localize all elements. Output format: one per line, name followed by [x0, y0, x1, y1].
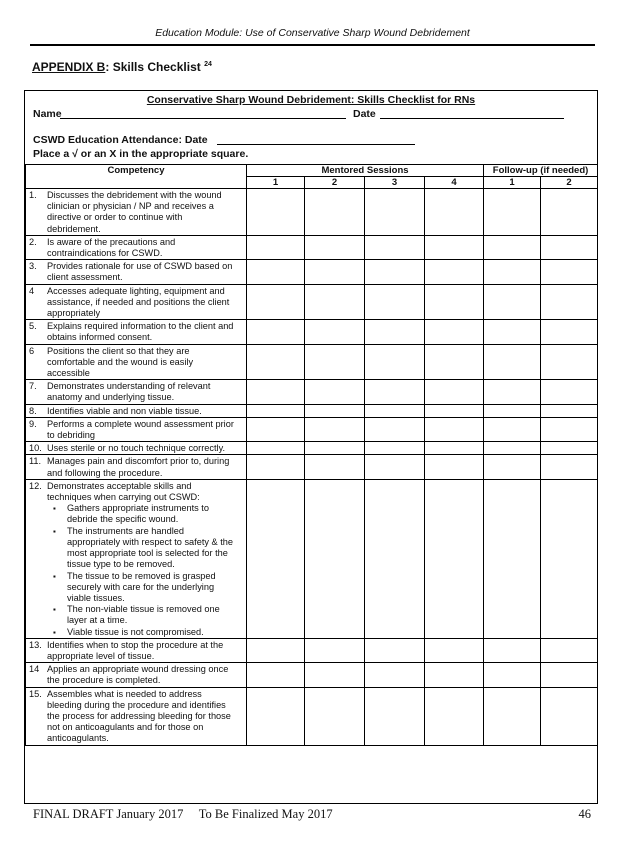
competency-text	[47, 481, 244, 638]
checklist-row	[26, 284, 598, 320]
mentored-session-checkbox[interactable]	[365, 380, 425, 404]
competency-header: Competency	[26, 165, 247, 189]
mentored-session-checkbox[interactable]	[425, 479, 484, 638]
competency-line: comfortable and the wound is easily	[47, 356, 194, 367]
checklist-row	[26, 638, 598, 662]
followup-checkbox[interactable]	[541, 442, 598, 455]
checklist-row	[26, 320, 598, 344]
sub-skill-list	[47, 503, 244, 637]
mentored-session-checkbox[interactable]	[305, 320, 365, 344]
sub-skill-line: most appropriate tool is selected for the	[67, 548, 228, 559]
competency-line: assistance, if needed and positions the client	[47, 296, 230, 307]
mentored-session-checkbox[interactable]	[425, 455, 484, 479]
checklist-row	[26, 442, 598, 455]
competency-cell	[26, 455, 247, 479]
competency-item	[29, 456, 244, 478]
followup-checkbox[interactable]	[484, 442, 541, 455]
competency-number: 9.	[29, 418, 37, 429]
mentored-session-checkbox[interactable]	[425, 663, 484, 687]
mentored-session-checkbox[interactable]	[305, 344, 365, 380]
name-date-row	[25, 107, 597, 121]
competency-item	[29, 481, 244, 638]
mentored-session-checkbox[interactable]	[305, 442, 365, 455]
mentored-col-3: 3	[365, 177, 425, 189]
competency-line: appropriate level of tissue.	[47, 650, 155, 661]
mentored-col-2: 2	[305, 177, 365, 189]
competency-cell	[26, 687, 247, 745]
competency-line: appropriately	[47, 308, 101, 319]
mentored-session-checkbox[interactable]	[425, 260, 484, 284]
name-label: Name	[33, 108, 62, 120]
competency-line: Is aware of the precautions and	[47, 236, 176, 247]
mentored-session-checkbox[interactable]	[365, 235, 425, 259]
competency-cell	[26, 380, 247, 404]
mentored-session-checkbox[interactable]	[305, 260, 365, 284]
sub-skill-line: debride the specific wound.	[67, 514, 179, 525]
sub-skill-line: Gathers appropriate instruments to	[67, 503, 209, 514]
competency-cell	[26, 417, 247, 441]
header-row-1	[26, 165, 598, 177]
competency-text	[47, 190, 244, 235]
followup-checkbox[interactable]	[484, 417, 541, 441]
mentored-session-checkbox[interactable]	[247, 320, 305, 344]
mentored-session-checkbox[interactable]	[365, 284, 425, 320]
mentored-session-checkbox[interactable]	[247, 235, 305, 259]
competency-cell	[26, 479, 247, 638]
bullet-icon: ▪	[53, 571, 56, 581]
competency-line: Discusses the debridement with the wound	[47, 190, 222, 200]
name-field-line[interactable]	[60, 107, 346, 119]
competency-line: Provides rationale for use of CSWD based on	[47, 261, 233, 272]
competency-line: anatomy and underlying tissue.	[47, 392, 175, 403]
competency-line: Assembles what is needed to address	[47, 688, 202, 699]
competency-line: debridement.	[47, 223, 101, 234]
sub-skill-text	[67, 571, 216, 605]
sub-skill-item	[53, 571, 244, 605]
competency-item	[29, 237, 244, 259]
competency-line: obtains informed consent.	[47, 332, 153, 343]
competency-number: 12.	[29, 480, 42, 491]
followup-checkbox[interactable]	[484, 189, 541, 236]
sub-skill-item	[53, 503, 244, 525]
competency-line: not on anticoagulants and for those on	[47, 722, 204, 733]
mentored-session-checkbox[interactable]	[247, 260, 305, 284]
competency-line: bleeding during the procedure and identifies	[47, 699, 226, 710]
followup-checkbox[interactable]	[541, 189, 598, 236]
followup-checkbox[interactable]	[541, 479, 598, 638]
mentored-session-checkbox[interactable]	[247, 638, 305, 662]
competency-item	[29, 321, 244, 343]
mentored-session-checkbox[interactable]	[425, 344, 484, 380]
mentored-session-checkbox[interactable]	[305, 417, 365, 441]
appendix-label: APPENDIX B	[32, 60, 106, 74]
competency-number: 11.	[29, 456, 42, 467]
checklist-title: Conservative Sharp Wound Debridement: Skills Checklist for RNs	[146, 94, 476, 106]
mentored-session-checkbox[interactable]	[425, 235, 484, 259]
competency-text	[47, 321, 244, 343]
competency-item	[29, 689, 244, 745]
competency-line: Positions the client so that they are	[47, 345, 190, 356]
checklist-row	[26, 455, 598, 479]
competency-line: Identifies when to stop the procedure at the	[47, 639, 224, 650]
competency-item	[29, 261, 244, 283]
competency-number: 2.	[29, 236, 37, 247]
sub-skill-line: appropriately with respect to safety & the	[67, 536, 233, 547]
footer-draft-note: FINAL DRAFT January 2017 To Be Finalized May 2017	[33, 807, 333, 821]
page-header	[30, 22, 595, 46]
competency-item	[29, 190, 244, 235]
mentored-session-checkbox[interactable]	[365, 260, 425, 284]
competency-text	[47, 456, 244, 478]
mentored-session-checkbox[interactable]	[365, 404, 425, 417]
followup-checkbox[interactable]	[541, 417, 598, 441]
mentored-session-checkbox[interactable]	[305, 687, 365, 745]
sub-skill-line: Viable tissue is not compromised.	[67, 626, 204, 637]
competency-line: Explains required information to the client and	[47, 321, 234, 332]
competency-number: 3.	[29, 261, 37, 272]
followup-checkbox[interactable]	[484, 479, 541, 638]
mentored-session-checkbox[interactable]	[305, 663, 365, 687]
competency-cell	[26, 404, 247, 417]
mentored-session-checkbox[interactable]	[365, 320, 425, 344]
mentored-session-checkbox[interactable]	[425, 320, 484, 344]
followup-checkbox[interactable]	[541, 260, 598, 284]
sub-skill-item	[53, 627, 244, 638]
mentored-session-checkbox[interactable]	[365, 663, 425, 687]
competency-line: accessible	[47, 368, 90, 379]
checklist-row	[26, 380, 598, 404]
followup-checkbox[interactable]	[541, 284, 598, 320]
bullet-icon: ▪	[53, 605, 56, 615]
followup-checkbox[interactable]	[484, 235, 541, 259]
competency-line: contraindications for CSWD.	[47, 248, 163, 259]
competency-cell	[26, 320, 247, 344]
checklist-row	[26, 687, 598, 745]
sub-skill-line: securely with care for the underlying	[67, 581, 215, 592]
mentored-session-checkbox[interactable]	[425, 417, 484, 441]
checklist-row	[26, 235, 598, 259]
competency-line: Manages pain and discomfort prior to, during	[47, 456, 230, 467]
mentored-session-checkbox[interactable]	[425, 687, 484, 745]
mentored-session-checkbox[interactable]	[425, 189, 484, 236]
followup-checkbox[interactable]	[541, 404, 598, 417]
mentored-session-checkbox[interactable]	[247, 380, 305, 404]
mentored-session-checkbox[interactable]	[305, 189, 365, 236]
attendance-date-line[interactable]	[217, 133, 415, 145]
followup-checkbox[interactable]	[484, 687, 541, 745]
mentored-session-checkbox[interactable]	[247, 663, 305, 687]
followup-checkbox[interactable]	[484, 380, 541, 404]
checklist-frame	[24, 90, 598, 804]
mentored-session-checkbox[interactable]	[425, 442, 484, 455]
competency-line: clinician or physician / NP and receives a	[47, 201, 214, 212]
competency-cell	[26, 189, 247, 236]
competency-number: 7.	[29, 381, 37, 392]
mentored-session-checkbox[interactable]	[247, 284, 305, 320]
followup-checkbox[interactable]	[484, 455, 541, 479]
sub-skill-text	[67, 604, 220, 626]
followup-checkbox[interactable]	[541, 344, 598, 380]
mentored-session-checkbox[interactable]	[425, 284, 484, 320]
mentored-session-checkbox[interactable]	[365, 417, 425, 441]
mentored-session-checkbox[interactable]	[425, 638, 484, 662]
mentored-session-checkbox[interactable]	[365, 687, 425, 745]
competency-item	[29, 664, 244, 686]
competency-number: 14	[29, 664, 40, 675]
checklist-row	[26, 344, 598, 380]
mentored-session-checkbox[interactable]	[305, 380, 365, 404]
mentored-session-checkbox[interactable]	[247, 344, 305, 380]
sub-skill-line: The instruments are handled	[67, 525, 184, 536]
competency-line: and following the procedure.	[47, 467, 163, 478]
followup-header: Follow-up (if needed)	[484, 165, 598, 177]
sub-skill-text	[67, 503, 209, 525]
mentored-session-checkbox[interactable]	[247, 442, 305, 455]
mentored-session-checkbox[interactable]	[247, 404, 305, 417]
competency-number: 4	[29, 285, 35, 296]
competency-text	[47, 664, 244, 686]
competency-text	[47, 237, 244, 259]
followup-checkbox[interactable]	[541, 663, 598, 687]
competency-cell	[26, 260, 247, 284]
competency-cell	[26, 235, 247, 259]
followup-checkbox[interactable]	[541, 320, 598, 344]
followup-col-1: 1	[484, 177, 541, 189]
competency-line: to debriding	[47, 430, 96, 441]
competency-number: 13.	[29, 639, 42, 650]
competency-text	[47, 381, 244, 403]
mentored-col-1: 1	[247, 177, 305, 189]
competency-text	[47, 640, 244, 662]
followup-checkbox[interactable]	[484, 344, 541, 380]
followup-checkbox[interactable]	[541, 455, 598, 479]
competency-item	[29, 640, 244, 662]
sub-skill-text	[67, 627, 204, 638]
checklist-row	[26, 663, 598, 687]
page-header-title: Education Module: Use of Conservative Sharp Wound Debridement	[155, 27, 470, 39]
mentored-session-checkbox[interactable]	[365, 344, 425, 380]
mentored-session-checkbox[interactable]	[425, 380, 484, 404]
competency-item	[29, 419, 244, 441]
competency-number: 8.	[29, 405, 37, 416]
competency-line: the process for addressing bleeding for those	[47, 710, 231, 721]
mentored-session-checkbox[interactable]	[247, 189, 305, 236]
followup-checkbox[interactable]	[484, 638, 541, 662]
checklist-row	[26, 260, 598, 284]
followup-checkbox[interactable]	[484, 663, 541, 687]
checklist-row	[26, 189, 598, 236]
followup-checkbox[interactable]	[484, 320, 541, 344]
competency-line: Demonstrates understanding of relevant	[47, 381, 211, 392]
competency-line: Identifies viable and non viable tissue.	[47, 405, 202, 416]
competency-number: 6	[29, 345, 35, 356]
mentored-session-checkbox[interactable]	[247, 455, 305, 479]
followup-checkbox[interactable]	[484, 260, 541, 284]
competency-cell	[26, 638, 247, 662]
mentored-session-checkbox[interactable]	[365, 189, 425, 236]
mentored-col-4: 4	[425, 177, 484, 189]
appendix-title: : Skills Checklist	[105, 60, 201, 74]
mentored-session-checkbox[interactable]	[305, 455, 365, 479]
mentored-session-checkbox[interactable]	[365, 638, 425, 662]
mentored-session-checkbox[interactable]	[305, 479, 365, 638]
mentored-session-checkbox[interactable]	[305, 284, 365, 320]
followup-checkbox[interactable]	[541, 687, 598, 745]
instruction-text: Place a √ or an X in the appropriate square.	[33, 148, 249, 160]
competency-item	[29, 406, 244, 417]
checklist-row	[26, 404, 598, 417]
competency-number: 5.	[29, 321, 37, 332]
competency-item	[29, 286, 244, 320]
competency-cell	[26, 663, 247, 687]
attendance-row	[25, 133, 597, 147]
competency-line: Demonstrates acceptable skills and	[47, 480, 192, 491]
appendix-footnote-ref: 24	[204, 61, 212, 68]
competency-item	[29, 346, 244, 380]
followup-checkbox[interactable]	[484, 404, 541, 417]
mentored-session-checkbox[interactable]	[365, 479, 425, 638]
competency-line: the procedure is completed.	[47, 675, 161, 686]
competency-text	[47, 406, 244, 417]
followup-checkbox[interactable]	[541, 380, 598, 404]
competency-line: client assessment.	[47, 272, 123, 283]
competency-line: directive or order to continue with	[47, 212, 183, 223]
competency-text	[47, 419, 244, 441]
mentored-session-checkbox[interactable]	[247, 687, 305, 745]
attendance-label: CSWD Education Attendance: Date	[33, 134, 208, 146]
competency-cell	[26, 442, 247, 455]
competency-text	[47, 261, 244, 283]
mentored-sessions-header: Mentored Sessions	[247, 165, 484, 177]
competency-item	[29, 381, 244, 403]
competency-line: techniques when carrying out CSWD:	[47, 492, 200, 503]
competency-cell	[26, 344, 247, 380]
checklist-body	[26, 189, 598, 746]
competency-text	[47, 286, 244, 320]
sub-skill-line: The tissue to be removed is grasped	[67, 570, 216, 581]
competency-line: Uses sterile or no touch technique correctly.	[47, 443, 226, 454]
mentored-session-checkbox[interactable]	[425, 404, 484, 417]
competency-cell	[26, 284, 247, 320]
bullet-icon: ▪	[53, 504, 56, 514]
competency-item	[29, 443, 244, 454]
sub-skill-line: layer at a time.	[67, 615, 128, 626]
competency-text	[47, 689, 244, 745]
competency-text	[47, 443, 244, 454]
sub-skill-item	[53, 604, 244, 626]
sub-skill-line: The non-viable tissue is removed one	[67, 604, 220, 615]
competency-line: Accesses adequate lighting, equipment and	[47, 285, 225, 296]
sub-skill-item	[53, 526, 244, 571]
competency-number: 10.	[29, 443, 42, 454]
checklist-row	[26, 417, 598, 441]
competency-line: Performs a complete wound assessment prior	[47, 418, 234, 429]
followup-checkbox[interactable]	[541, 235, 598, 259]
competency-number: 1.	[29, 190, 37, 200]
date-label: Date	[353, 108, 376, 120]
page-footer	[33, 807, 595, 823]
competency-line: anticoagulants.	[47, 733, 109, 744]
mentored-session-checkbox[interactable]	[305, 404, 365, 417]
mentored-session-checkbox[interactable]	[305, 235, 365, 259]
appendix-heading	[32, 60, 212, 74]
competency-number: 15.	[29, 688, 42, 699]
followup-col-2: 2	[541, 177, 598, 189]
competency-text	[47, 346, 244, 380]
mentored-session-checkbox[interactable]	[247, 417, 305, 441]
mentored-session-checkbox[interactable]	[365, 442, 425, 455]
bullet-icon: ▪	[53, 526, 56, 536]
page-number: 46	[578, 807, 591, 821]
mentored-session-checkbox[interactable]	[305, 638, 365, 662]
sub-skill-text	[67, 526, 233, 571]
mentored-session-checkbox[interactable]	[365, 455, 425, 479]
date-field-line[interactable]	[380, 107, 564, 119]
sub-skill-line: viable tissues.	[67, 592, 125, 603]
skills-checklist-table	[25, 164, 598, 746]
sub-skill-line: tissue type to be removed.	[67, 559, 175, 570]
followup-checkbox[interactable]	[484, 284, 541, 320]
competency-line: Applies an appropriate wound dressing once	[47, 664, 229, 675]
mentored-session-checkbox[interactable]	[247, 479, 305, 638]
instruction-row	[25, 147, 597, 161]
checklist-row	[26, 479, 598, 638]
followup-checkbox[interactable]	[541, 638, 598, 662]
bullet-icon: ▪	[53, 627, 56, 637]
